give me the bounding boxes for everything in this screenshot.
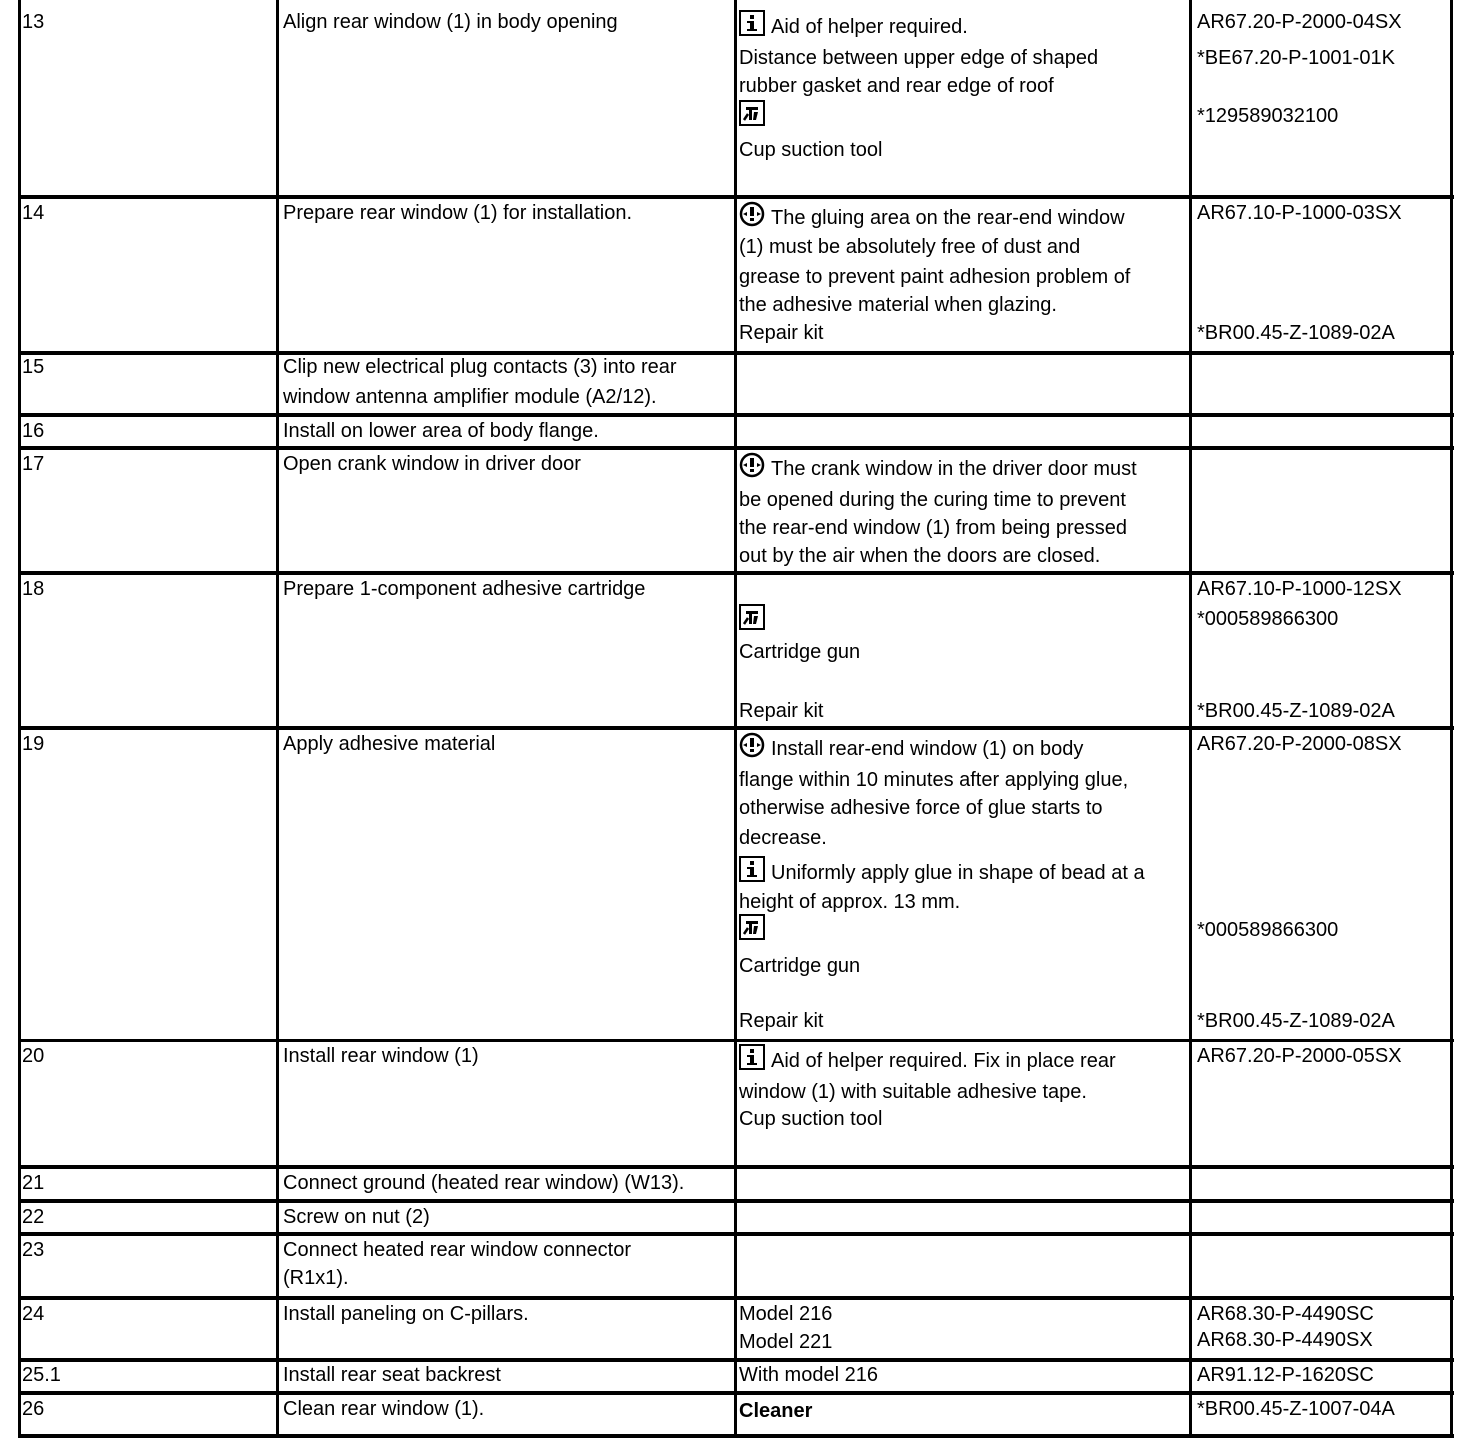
note-text: Model 221	[739, 1331, 833, 1353]
action-text: Screw on nut (2)	[283, 1206, 430, 1228]
grid-line	[18, 1199, 1454, 1203]
note-line	[739, 604, 771, 635]
note-text: Cup suction tool	[739, 1108, 883, 1130]
document-reference: *BR00.45-Z-1089-02A	[1197, 700, 1395, 722]
grid-line	[18, 351, 1454, 355]
note-text: Cartridge gun	[739, 641, 861, 663]
note-line	[739, 10, 968, 41]
action-text: Connect ground (heated rear window) (W13).	[283, 1172, 685, 1194]
step-number: 16	[22, 420, 45, 442]
document-reference: *000589866300	[1197, 608, 1339, 630]
action-text: Apply adhesive material	[283, 733, 496, 755]
document-reference: *BE67.20-P-1001-01K	[1197, 47, 1395, 69]
note-text: grease to prevent paint adhesion problem of	[739, 266, 1131, 288]
note-text: out by the air when the doors are closed.	[739, 545, 1101, 567]
step-number: 22	[22, 1206, 45, 1228]
action-text: window antenna amplifier module (A2/12).	[283, 386, 657, 408]
grid-line	[18, 1434, 1454, 1438]
note-text: Model 216	[739, 1303, 833, 1325]
note-text: Install rear-end window (1) on body	[771, 738, 1084, 760]
note-text: height of approx. 13 mm.	[739, 891, 961, 913]
grid-line	[18, 1165, 1454, 1169]
step-number: 14	[22, 202, 45, 224]
note-text: the rear-end window (1) from being pressed	[739, 517, 1127, 539]
document-reference: AR67.20-P-2000-04SX	[1197, 11, 1402, 33]
grid-line	[734, 0, 737, 1438]
note-text: Repair kit	[739, 700, 824, 722]
action-text: Install paneling on C-pillars.	[283, 1303, 529, 1325]
step-number: 26	[22, 1398, 45, 1420]
note-text: Repair kit	[739, 1010, 824, 1032]
document-reference: *000589866300	[1197, 919, 1339, 941]
action-text: Install rear seat backrest	[283, 1364, 501, 1386]
document-reference: *129589032100	[1197, 105, 1339, 127]
note-line	[739, 1044, 1116, 1075]
special-tool-icon	[739, 604, 765, 630]
note-text: window (1) with suitable adhesive tape.	[739, 1081, 1087, 1103]
note-line	[739, 201, 1125, 232]
action-text: Open crank window in driver door	[283, 453, 581, 475]
action-text: Install rear window (1)	[283, 1045, 479, 1067]
note-text: The gluing area on the rear-end window	[771, 207, 1125, 229]
note-text: Cleaner	[739, 1400, 813, 1422]
note-text: Aid of helper required.	[771, 16, 968, 38]
caution-icon	[739, 201, 765, 227]
caution-icon	[739, 732, 765, 758]
note-text: decrease.	[739, 827, 827, 849]
grid-line	[276, 0, 279, 1438]
grid-line	[18, 446, 1454, 450]
info-icon	[739, 856, 765, 882]
step-number: 24	[22, 1303, 45, 1325]
note-text: Cup suction tool	[739, 139, 883, 161]
document-reference: AR91.12-P-1620SC	[1197, 1364, 1374, 1386]
document-reference: AR68.30-P-4490SX	[1197, 1329, 1373, 1351]
note-text: be opened during the curing time to prevent	[739, 489, 1126, 511]
note-text: (1) must be absolutely free of dust and	[739, 236, 1081, 258]
step-number: 25.1	[22, 1364, 61, 1386]
note-text: otherwise adhesive force of glue starts to	[739, 797, 1103, 819]
special-tool-icon	[739, 100, 765, 126]
action-text: Align rear window (1) in body opening	[283, 11, 618, 33]
step-number: 21	[22, 1172, 45, 1194]
note-line	[739, 100, 771, 131]
note-text: With model 216	[739, 1364, 878, 1386]
note-text: Cartridge gun	[739, 955, 861, 977]
note-text: the adhesive material when glazing.	[739, 294, 1057, 316]
document-reference: AR67.10-P-1000-12SX	[1197, 578, 1402, 600]
note-text: Uniformly apply glue in shape of bead at a	[771, 862, 1145, 884]
info-icon	[739, 10, 765, 36]
grid-line	[18, 1232, 1454, 1236]
grid-line	[1189, 0, 1192, 1438]
document-reference: AR67.20-P-2000-08SX	[1197, 733, 1402, 755]
note-line	[739, 914, 771, 945]
action-text: Clean rear window (1).	[283, 1398, 485, 1420]
step-number: 15	[22, 356, 45, 378]
document-reference: *BR00.45-Z-1007-04A	[1197, 1398, 1395, 1420]
grid-line	[18, 413, 1454, 417]
step-number: 19	[22, 733, 45, 755]
document-reference: *BR00.45-Z-1089-02A	[1197, 322, 1395, 344]
step-number: 23	[22, 1239, 45, 1261]
action-text: Install on lower area of body flange.	[283, 420, 599, 442]
step-number: 18	[22, 578, 45, 600]
note-line	[739, 856, 1145, 887]
document-reference: AR68.30-P-4490SC	[1197, 1303, 1374, 1325]
grid-line	[1450, 0, 1453, 1438]
step-number: 13	[22, 11, 45, 33]
document-reference: *BR00.45-Z-1089-02A	[1197, 1010, 1395, 1032]
step-number: 17	[22, 453, 45, 475]
action-text: Connect heated rear window connector	[283, 1239, 631, 1261]
special-tool-icon	[739, 914, 765, 940]
caution-icon	[739, 452, 765, 478]
note-line	[739, 732, 1083, 763]
action-text: Clip new electrical plug contacts (3) into rear	[283, 356, 677, 378]
note-text: Repair kit	[739, 322, 824, 344]
note-text: Aid of helper required. Fix in place rear	[771, 1050, 1116, 1072]
note-text: The crank window in the driver door must	[771, 458, 1137, 480]
note-line	[739, 452, 1137, 483]
note-text: Distance between upper edge of shaped	[739, 47, 1099, 69]
note-text: flange within 10 minutes after applying glue,	[739, 769, 1129, 791]
action-text: (R1x1).	[283, 1267, 349, 1289]
document-reference: AR67.20-P-2000-05SX	[1197, 1045, 1402, 1067]
note-text: rubber gasket and rear edge of roof	[739, 75, 1054, 97]
action-text: Prepare 1-component adhesive cartridge	[283, 578, 646, 600]
action-text: Prepare rear window (1) for installation.	[283, 202, 633, 224]
grid-line	[18, 0, 21, 1438]
info-icon	[739, 1044, 765, 1070]
step-number: 20	[22, 1045, 45, 1067]
document-reference: AR67.10-P-1000-03SX	[1197, 202, 1402, 224]
